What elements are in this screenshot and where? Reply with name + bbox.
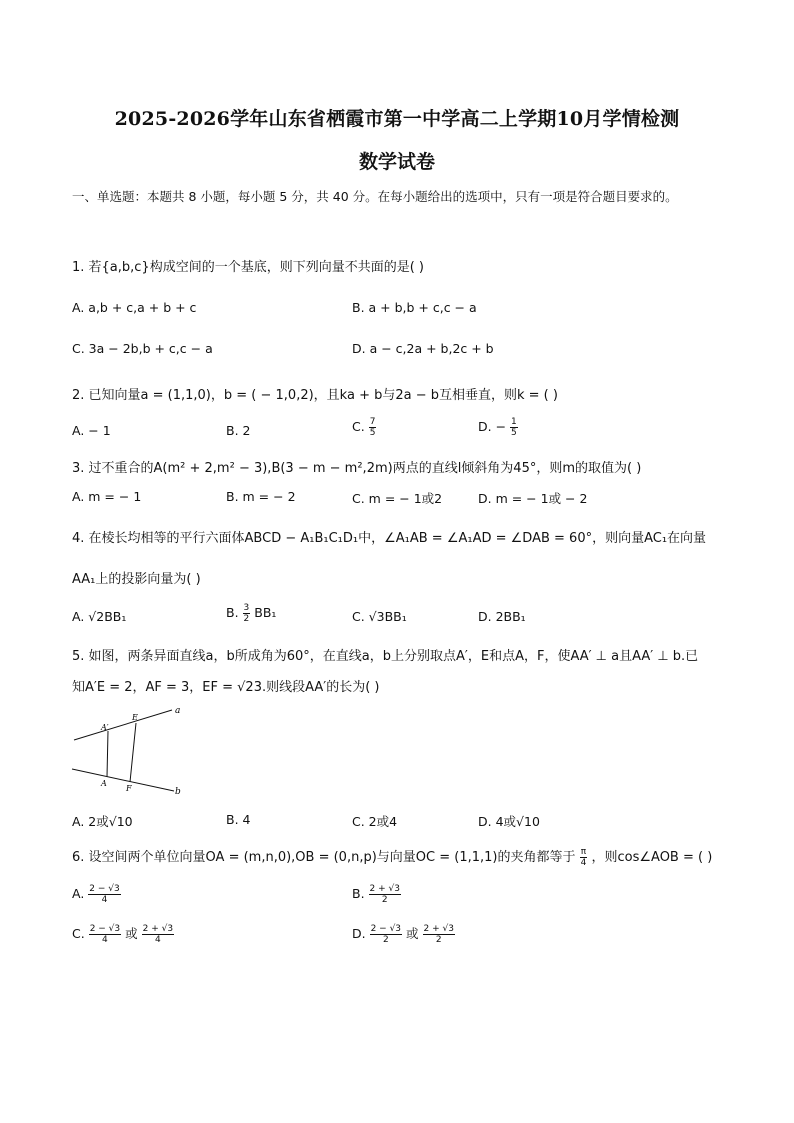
line-a [74, 710, 172, 740]
fraction-numerator: 2 + √3 [423, 924, 454, 934]
q4-option-c[interactable]: C. √3BB₁ [352, 609, 407, 624]
q6-option-d-fraction-2 [423, 924, 455, 945]
line-b [72, 769, 174, 791]
fraction-numerator: 2 − √3 [89, 884, 120, 894]
q6-option-b-fraction [369, 884, 401, 905]
exam-subtitle: 数学试卷 [358, 151, 435, 173]
q4-option-b-fraction [243, 603, 251, 624]
q2-option-a[interactable]: A. − 1 [72, 423, 111, 438]
segment-ef [130, 723, 136, 782]
fraction-numerator: 2 − √3 [370, 924, 402, 934]
fraction-numerator: π [580, 847, 587, 857]
q1-option-a[interactable]: A. a,b + c,a + b + c [72, 300, 197, 315]
q6-stem-fraction [580, 847, 588, 868]
fraction-denominator: 5 [511, 428, 517, 438]
fraction-denominator: 4 [580, 858, 587, 868]
fraction-denominator: 2 [243, 614, 250, 624]
q1-option-b[interactable]: B. a + b,b + c,c − a [352, 300, 477, 315]
label-point-a: A [101, 779, 107, 788]
q3-option-a[interactable]: A. m = − 1 [72, 489, 142, 504]
q1-stem: 1. 若{a,b,c}构成空间的一个基底，则下列向量不共面的是( ) [72, 260, 424, 275]
q6-option-c-fraction-1 [89, 924, 121, 945]
fraction-numerator: 2 + √3 [142, 924, 174, 934]
q1-option-d[interactable]: D. a − c,2a + b,2c + b [352, 341, 494, 356]
q5-option-a[interactable]: A. 2或√10 [72, 814, 133, 829]
q6-option-d-or: 或 [406, 926, 419, 941]
skew-lines-figure [68, 700, 188, 800]
q6-stem-text: 6. 设空间两个单位向量OA = (m,n,0),OB = (0,n,p)与向量OC = (1,1,1)的夹角都等于 [72, 850, 576, 865]
q4-stem-line1: 4. 在棱长均相等的平行六面体ABCD − A₁B₁C₁D₁中，∠A₁AB = ∠A₁AD = ∠DAB = 60°，则向量AC₁在向量 [72, 531, 707, 546]
label-f: F [126, 784, 132, 793]
q6-option-b-label: B. [352, 886, 369, 901]
fraction-numerator: 2 − √3 [89, 924, 121, 934]
q4-option-b-vector: BB₁ [254, 605, 277, 620]
q6-option-b[interactable] [352, 884, 401, 905]
q6-option-a-label: A. [72, 886, 89, 901]
q2-option-c-label: C. [352, 419, 369, 434]
q6-option-a[interactable] [72, 884, 121, 905]
fraction-denominator: 5 [369, 428, 376, 438]
q6-stem [72, 846, 712, 868]
q5-option-b[interactable]: B. 4 [226, 812, 251, 827]
q4-option-b-label: B. [226, 605, 243, 620]
q4-option-d[interactable]: D. 2BB₁ [478, 609, 526, 624]
fraction-denominator: 2 [435, 935, 442, 945]
exam-title: 2025-2026学年山东省栖霞市第一中学高二上学期10月学情检测 [114, 108, 680, 130]
q2-option-c-fraction [369, 417, 377, 438]
q6-option-d-label: D. [352, 926, 370, 941]
q2-option-d-fraction [510, 417, 518, 438]
q4-stem-line2: AA₁上的投影向量为( ) [72, 572, 201, 587]
q5-stem-line2: 知A′E = 2，AF = 3，EF = √23.则线段AA′的长为( ) [72, 680, 380, 695]
q2-option-b[interactable]: B. 2 [226, 423, 251, 438]
q6-option-c[interactable] [72, 924, 174, 945]
label-b: b [175, 787, 181, 797]
q6-option-c-label: C. [72, 926, 89, 941]
q5-option-d[interactable]: D. 4或√10 [478, 814, 540, 829]
fraction-denominator: 2 [381, 895, 388, 905]
fraction-denominator: 4 [154, 935, 161, 945]
fraction-numerator: 3 [243, 603, 250, 613]
label-a: a [175, 706, 181, 716]
section-heading: 一、单选题：本题共 8 小题，每小题 5 分，共 40 分。在每小题给出的选项中，只有一项是符合题目要求的。 [72, 189, 678, 204]
fraction-denominator: 4 [101, 895, 108, 905]
fraction-denominator: 2 [382, 935, 389, 945]
q6-stem-tail: ，则cos∠AOB = ( ) [591, 850, 713, 865]
fraction-numerator: 2 + √3 [369, 884, 400, 894]
fraction-denominator: 4 [102, 935, 108, 945]
fraction-numerator: 7 [369, 417, 376, 427]
q4-option-b[interactable] [226, 603, 276, 624]
q1-option-c[interactable]: C. 3a − 2b,b + c,c − a [72, 341, 213, 356]
label-a-prime: A′ [101, 723, 109, 732]
q6-option-a-fraction [88, 884, 120, 905]
q5-stem-line1: 5. 如图，两条异面直线a，b所成角为60°，在直线a，b上分别取点A′，E和点A，F，使AA′ ⊥ a且AA′ ⊥ b.已 [72, 649, 699, 664]
q2-stem: 2. 已知向量a = (1,1,0)，b = ( − 1,0,2)，且ka + b与2a − b互相垂直，则k = ( ) [72, 388, 558, 403]
q3-option-c[interactable]: C. m = − 1或2 [352, 491, 443, 506]
fraction-numerator: 1 [511, 417, 517, 427]
q3-option-b[interactable]: B. m = − 2 [226, 489, 296, 504]
q6-option-d[interactable] [352, 924, 455, 945]
q4-option-a[interactable]: A. √2BB₁ [72, 609, 127, 624]
segment-aa-prime [107, 731, 108, 777]
q2-option-d[interactable] [478, 417, 518, 438]
q5-option-c[interactable]: C. 2或4 [352, 814, 398, 829]
q3-option-d[interactable]: D. m = − 1或 − 2 [478, 491, 588, 506]
q6-option-c-fraction-2 [142, 924, 174, 945]
q2-option-d-label: D. − [478, 419, 511, 434]
q2-option-c[interactable] [352, 417, 376, 438]
label-e: E [132, 713, 138, 722]
q6-option-c-or: 或 [125, 926, 138, 941]
q6-option-d-fraction-1 [370, 924, 402, 945]
q3-stem: 3. 过不重合的A(m² + 2,m² − 3),B(3 − m − m²,2m)两点的直线l倾斜角为45°，则m的取值为( ) [72, 461, 642, 476]
